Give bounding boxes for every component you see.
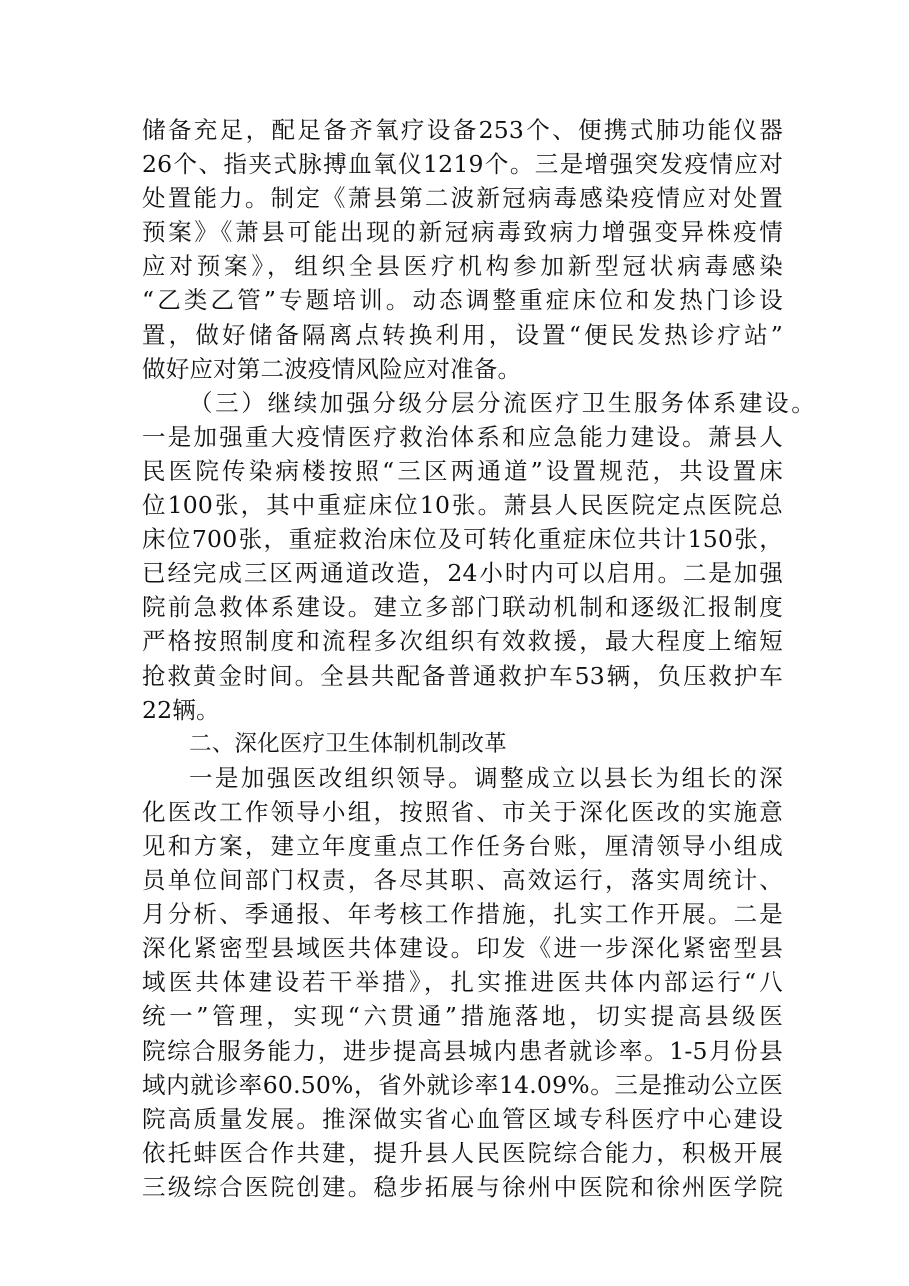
text-line: 预案》《萧县可能出现的新冠病毒致病力增强变异株疫情 [142,218,783,247]
text-line: 化医改工作领导小组，按照省、市关于深化医改的实施意 [142,797,783,826]
text-line: 位100张，其中重症床位10张。萧县人民医院定点医院总 [142,491,783,520]
section-subheading: （三）继续加强分级分层分流医疗卫生服务体系建设。 [189,388,815,417]
paragraph-supplies [142,113,783,386]
text-line: 深化紧密型县域医共体建设。印发《进一步深化紧密型县 [142,934,783,963]
section-heading: 二、深化医疗卫生体制机制改革 [189,730,507,757]
text-line: 月分析、季通报、年考核工作措施，扎实工作开展。二是 [142,900,783,929]
text-line: 一是加强重大疫情医疗救治体系和应急能力建设。萧县人 [142,422,783,451]
text-line: 员单位间部门权责，各尽其职、高效运行，落实周统计、 [142,866,783,895]
text-line: 抢救黄金时间。全县共配备普通救护车53辆，负压救护车 [142,661,783,690]
text-line: 域内就诊率60.50%，省外就诊率14.09%。三是推动公立医 [142,1070,783,1099]
text-line: 院前急救体系建设。建立多部门联动机制和逐级汇报制度 [142,593,783,622]
text-line: 做好应对第二波疫情风险应对准备。 [142,354,522,383]
paragraph-reform [142,761,783,1204]
text-line: 储备充足，配足备齐氧疗设备253个、便携式肺功能仪器 [142,116,783,144]
text-line: 依托蚌医合作共建，提升县人民医院综合能力，积极开展 [142,1138,783,1167]
text-line: “乙类乙管”专题培训。动态调整重症床位和发热门诊设 [142,286,783,315]
text-line: 处置能力。制定《萧县第二波新冠病毒感染疫情应对处置 [142,184,783,213]
text-line: 民医院传染病楼按照“三区两通道”设置规范，共设置床 [142,456,783,485]
text-line: 床位700张，重症救治床位及可转化重症床位共计150张， [142,525,783,554]
text-line: 院高质量发展。推深做实省心血管区域专科医疗中心建设 [142,1104,783,1133]
text-line: 22辆。 [142,695,220,724]
text-line: 已经完成三区两通道改造，24小时内可以启用。二是加强 [142,559,783,588]
text-line: 严格按照制度和流程多次组织有效救援，最大程度上缩短 [142,627,783,656]
text-line: 见和方案，建立年度重点工作任务台账，厘清领导小组成 [142,831,783,860]
text-line: 三级综合医院创建。稳步拓展与徐州中医院和徐州医学院 [142,1172,783,1201]
text-line: 26个、指夹式脉搏血氧仪1219个。三是增强突发疫情应对 [142,150,783,179]
text-line: 应对预案》，组织全县医疗机构参加新型冠状病毒感染 [142,252,783,281]
text-line: 统一”管理，实现“六贯通”措施落地，切实提高县级医 [142,1002,783,1031]
text-line: 置，做好储备隔离点转换利用，设置“便民发热诊疗站” [142,320,783,349]
text-line: 院综合服务能力，进步提高县城内患者就诊率。1-5月份县 [142,1036,783,1065]
text-line: 一是加强医改组织领导。调整成立以县长为组长的深 [189,763,783,792]
text-line: 域医共体建设若干举措》，扎实推进医共体内部运行“八 [142,968,783,997]
paragraph-service-system [142,386,815,727]
